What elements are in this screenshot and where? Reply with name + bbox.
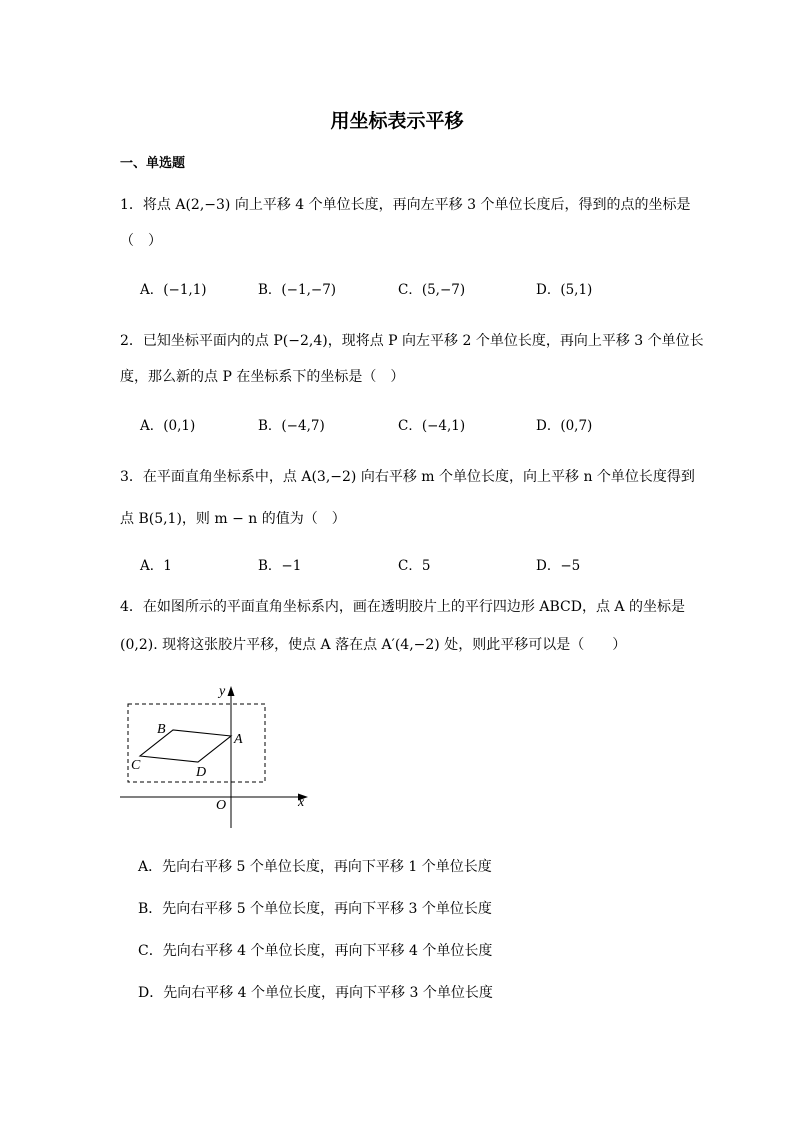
question-2-stem-line1: 2．已知坐标平面内的点 P(−2,4)，现将点 P 向左平移 2 个单位长度，再向上平移 3 个单位长 [120,333,704,349]
y-axis-arrow-icon [228,686,235,696]
question-4-option-a: A．先向右平移 5 个单位长度，再向下平移 1 个单位长度 [138,859,492,875]
question-3-option-a: A．1 [140,558,172,574]
point-c-label: C [131,758,141,773]
question-1-option-d: D．(5,1) [536,282,593,298]
y-axis-label: y [219,684,226,699]
coordinate-figure [110,680,320,830]
origin-label: O [216,798,227,813]
section-heading: 一、单选题 [120,156,186,171]
question-2-option-d: D．(0,7) [536,418,593,434]
question-3-option-c: C．5 [398,558,431,574]
question-4-option-b: B．先向右平移 5 个单位长度，再向下平移 3 个单位长度 [138,901,492,917]
question-3-stem-line2: 点 B(5,1)，则 m − n 的值为（ ） [120,511,346,527]
x-axis-label: x [298,795,305,810]
question-4-stem-line2: (0,2). 现将这张胶片平移，使点 A 落在点 A′(4,−2) 处，则此平移可以是（ ） [120,637,627,653]
question-2-stem-line2: 度，那么新的点 P 在坐标系下的坐标是（ ） [120,369,405,385]
question-2-option-c: C．(−4,1) [398,418,466,434]
page-title: 用坐标表示平移 [330,110,464,132]
point-a-label: A [234,732,243,747]
point-b-label: B [157,722,166,737]
point-d-label: D [196,765,207,780]
question-4-stem-line1: 4．在如图所示的平面直角坐标系内，画在透明胶片上的平行四边形 ABCD，点 A 的坐标是 [120,599,685,615]
question-3-stem-line1: 3．在平面直角坐标系中，点 A(3,−2) 向右平移 m 个单位长度，向上平移 n 个单位长度得到 [120,469,695,485]
question-1-stem-line1: 1．将点 A(2,−3) 向上平移 4 个单位长度，再向左平移 3 个单位长度后，得到的点的坐标是 [120,197,691,213]
question-3-option-b: B．−1 [258,558,302,574]
parallelogram-abcd [140,730,231,762]
question-2-option-b: B．(−4,7) [258,418,325,434]
question-1-option-c: C．(5,−7) [398,282,466,298]
question-4-option-d: D．先向右平移 4 个单位长度，再向下平移 3 个单位长度 [138,985,493,1001]
question-1-stem-line2: （ ） [120,233,162,249]
question-1-option-b: B．(−1,−7) [258,282,337,298]
question-4-option-c: C．先向右平移 4 个单位长度，再向下平移 4 个单位长度 [138,943,493,959]
question-3-option-d: D．−5 [536,558,581,574]
question-1-option-a: A．(−1,1) [140,282,207,298]
question-2-option-a: A．(0,1) [140,418,196,434]
